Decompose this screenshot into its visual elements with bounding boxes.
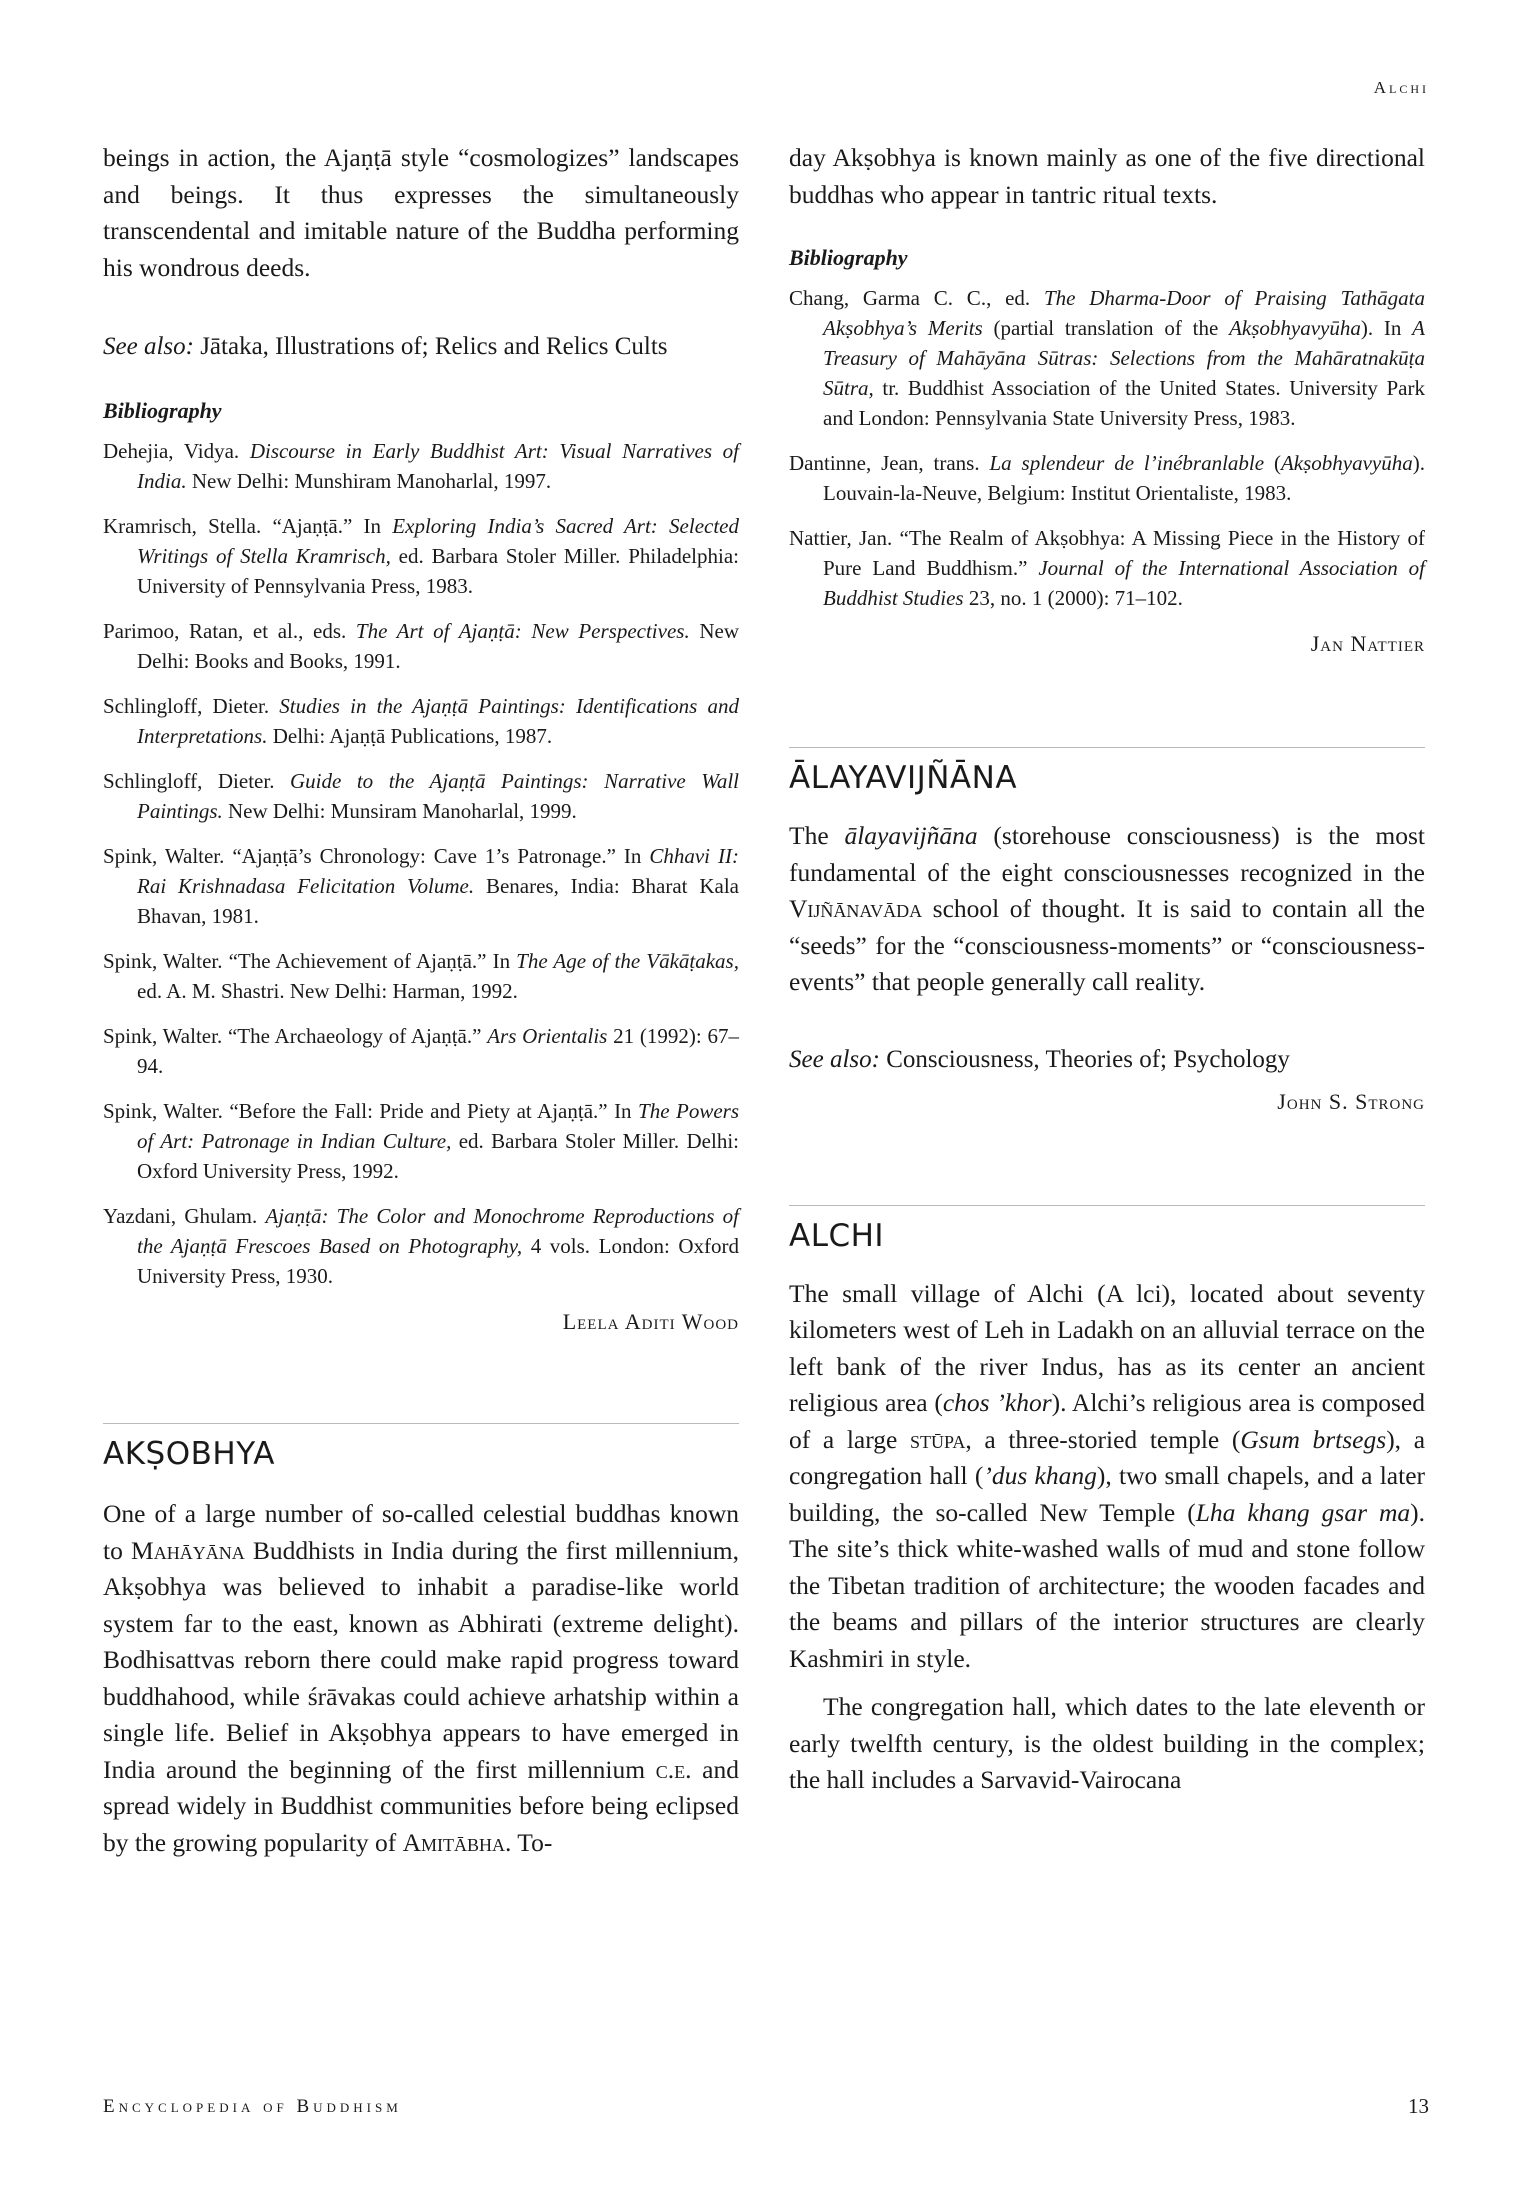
running-head: Alchi bbox=[1373, 78, 1429, 97]
section-divider bbox=[103, 1423, 739, 1424]
section-divider bbox=[789, 747, 1425, 748]
see-also-alayavijnana bbox=[789, 1043, 1425, 1077]
bibliography-ajanta bbox=[103, 398, 739, 1291]
bib-entry: Chang, Garma C. C., ed. The Dharma-Door of Praising Tathāgata Akṣobhya’s Merits (partial translation of the Akṣobhyavyūha). In A Treasury of Mahāyāna Sūtras: Selections from the Mahāratnakūṭa Sūtra, tr. Buddhist Association of the United States. University Park and London: Pennsylvania State University Press, 1983. bbox=[789, 286, 1426, 430]
see-also-label: See also: bbox=[789, 1045, 880, 1073]
see-also-links[interactable]: Jātaka, Illustrations of; Relics and Relics Cults bbox=[200, 333, 668, 360]
bib-entry: Dehejia, Vidya. Discourse in Early Buddhist Art: Visual Narratives of India. New Delhi: Munshiram Manoharlal, 1997. bbox=[103, 439, 739, 493]
alchi-paragraph-2: The congregation hall, which dates to the late eleventh or early twelfth century, is the oldest building in the complex; the hall includes a Sarvavid-Vairocana bbox=[789, 1692, 1425, 1794]
entry-heading-alayavijnana: ĀLAYAVIJÑĀNA bbox=[789, 760, 1018, 796]
page-number: 13 bbox=[1408, 2094, 1429, 2118]
author-signature: Jan Nattier bbox=[1310, 631, 1425, 656]
footer-book-title: Encyclopedia of Buddhism bbox=[103, 2096, 402, 2117]
bibliography-aksobhya bbox=[789, 245, 1425, 613]
bib-entry: Kramrisch, Stella. “Ajaṇṭā.” In Exploring India’s Sacred Art: Selected Writings of Stella Kramrisch, ed. Barbara Stoler Miller. Philadelphia: University of Pennsylvania Press, 1983. bbox=[103, 514, 740, 598]
cross-ref-link[interactable]: stūpa bbox=[909, 1424, 966, 1454]
bib-entry: Parimoo, Ratan, et al., eds. The Art of Ajaṇṭā: New Perspectives. New Delhi: Books and Books, 1991. bbox=[103, 619, 740, 673]
entry-heading-aksobhya: AKṢOBHYA bbox=[103, 1436, 275, 1472]
right-column bbox=[789, 140, 1425, 1799]
ajanta-closing-paragraph: beings in action, the Ajaṇṭā style “cosmologizes” landscapes and beings. It thus expresses the simultaneously transcendental and imitable nature of the Buddha performing his wondrous deeds. bbox=[103, 143, 739, 282]
cross-ref-link[interactable]: Vijñānavāda bbox=[789, 894, 923, 923]
bib-entry: Spink, Walter. “The Archaeology of Ajaṇṭā.” Ars Orientalis 21 (1992): 67–94. bbox=[103, 1024, 739, 1078]
see-also-ajanta bbox=[103, 330, 739, 364]
bibliography-heading: Bibliography bbox=[789, 245, 908, 270]
aksobhya-continued-paragraph: day Akṣobhya is known mainly as one of the five directional buddhas who appear in tantric ritual texts. bbox=[789, 143, 1425, 209]
left-column bbox=[103, 140, 739, 1861]
alchi-paragraph-1: The small village of Alchi (A lci), located about seventy kilometers west of Leh in Ladakh on an alluvial terrace on the left bank of the river Indus, has as its center an ancient religious area (chos ’khor). Alchi’s religious area is composed of a large stūpa, a three-storied temple (Gsum brtsegs), a congregation hall (’dus khang), two small chapels, and a later building, the so-called New Temple (Lha khang gsar ma). The site’s thick white-washed walls of mud and stone follow the Tibetan tradition of architecture; the wooden facades and the beams and pillars of the interior structures are clearly Kashmiri in style. bbox=[789, 1278, 1426, 1673]
bib-entry: Spink, Walter. “The Achievement of Ajaṇṭā.” In The Age of the Vākāṭakas, ed. A. M. Shastri. New Delhi: Harman, 1992. bbox=[103, 949, 739, 1003]
bib-entry: Spink, Walter. “Before the Fall: Pride and Piety at Ajaṇṭā.” In The Powers of Art: Patronage in Indian Culture, ed. Barbara Stoler Miller. Delhi: Oxford University Press, 1992. bbox=[103, 1099, 739, 1183]
bib-entry: Yazdani, Ghulam. Ajaṇṭā: The Color and Monochrome Reproductions of the Ajaṇṭā Frescoes Based on Photography, 4 vols. London: Oxford University Press, 1930. bbox=[103, 1204, 739, 1288]
cross-ref-link[interactable]: Amitābha bbox=[402, 1827, 505, 1857]
bibliography-heading: Bibliography bbox=[103, 398, 222, 423]
bib-entry: Spink, Walter. “Ajaṇṭā’s Chronology: Cave 1’s Patronage.” In Chhavi II: Rai Krishnadasa Felicitation Volume. Benares, India: Bharat Kala Bhavan, 1981. bbox=[103, 844, 739, 928]
see-also-links[interactable]: Consciousness, Theories of; Psychology bbox=[886, 1045, 1290, 1073]
alayavijnana-paragraph: The ālayavijñāna (storehouse consciousness) is the most fundamental of the eight consciousnesses recognized in the Vijñānavāda school of thought. It is said to contain all the “seeds” for the “consciousness-moments” or “consciousness-events” that people generally call reality. bbox=[789, 821, 1425, 996]
bib-entry: Schlingloff, Dieter. Guide to the Ajaṇṭā Paintings: Narrative Wall Paintings. New Delhi: Munsiram Manoharlal, 1999. bbox=[103, 769, 739, 823]
author-signature: Leela Aditi Wood bbox=[562, 1309, 739, 1334]
aksobhya-paragraph: One of a large number of so-called celestial buddhas known to Mahāyāna Buddhists in India during the first millennium, Akṣobhya was believed to inhabit a paradise-like world system far to the east, known as Abhirati (extreme delight). Bodhisattvas reborn there could make rapid progress toward buddhahood, while śrāvakas could achieve arhatship within a single life. Belief in Akṣobhya appears to have emerged in India around the beginning of the first millennium c.e. and spread widely in Buddhist communities before being eclipsed by the growing popularity of Amitābha. To- bbox=[103, 1499, 739, 1857]
cross-ref-link[interactable]: Mahāyāna bbox=[131, 1535, 245, 1565]
section-divider bbox=[789, 1205, 1425, 1206]
bib-entry: Schlingloff, Dieter. Studies in the Ajaṇṭā Paintings: Identifications and Interpretations. Delhi: Ajaṇṭā Publications, 1987. bbox=[103, 694, 739, 748]
entry-heading-alchi: ALCHI bbox=[789, 1217, 885, 1254]
bib-entry: Dantinne, Jean, trans. La splendeur de l’inébranlable (Akṣobhyavyūha). Louvain-la-Neuve, Belgium: Institut Orientaliste, 1983. bbox=[789, 451, 1425, 505]
author-signature: John S. Strong bbox=[1277, 1088, 1425, 1114]
bib-entry: Nattier, Jan. “The Realm of Akṣobhya: A Missing Piece in the History of Pure Land Buddhism.” Journal of the International Association of Buddhist Studies 23, no. 1 (2000): 71–102. bbox=[789, 526, 1426, 610]
see-also-label: See also: bbox=[103, 333, 194, 360]
